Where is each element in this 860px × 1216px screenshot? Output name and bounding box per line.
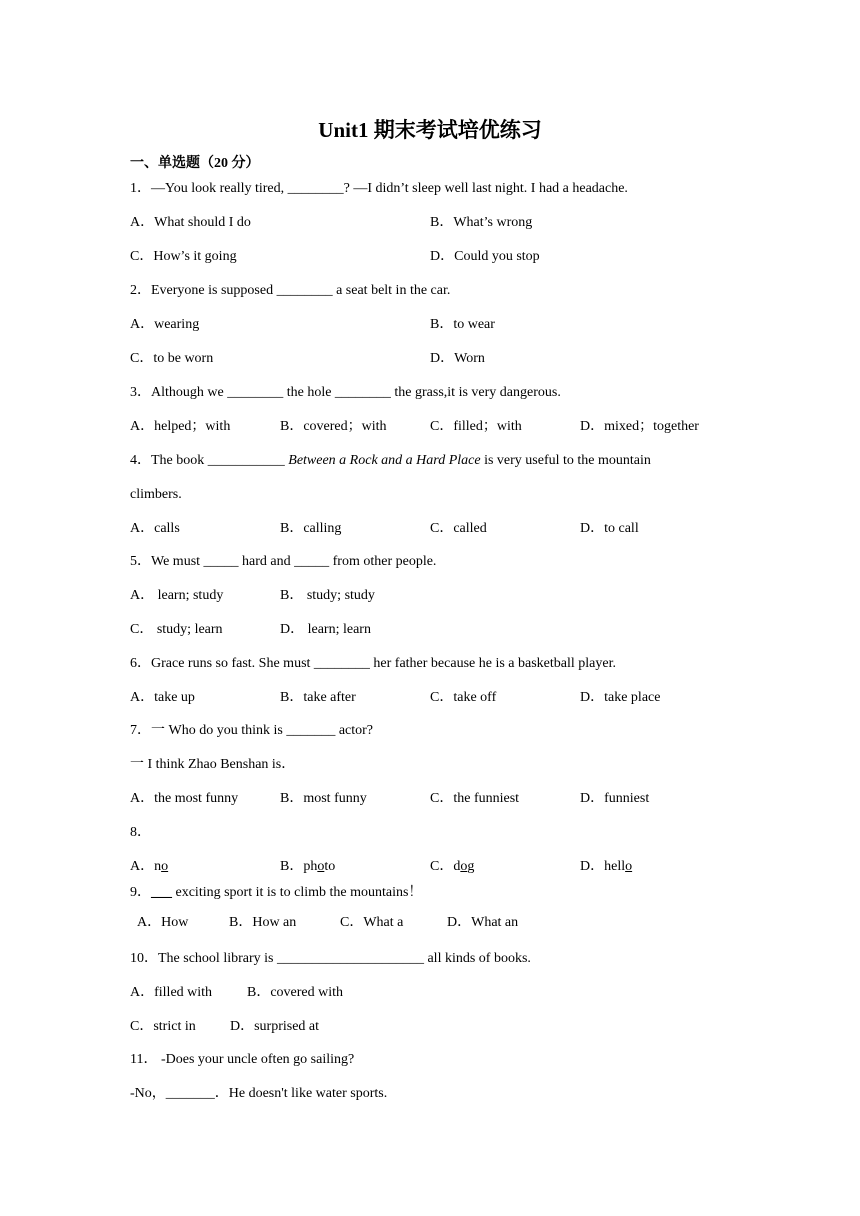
page-title: Unit1 期末考试培优练习 — [318, 118, 542, 142]
option-b: B．covered with — [247, 985, 344, 1000]
option-a — [130, 858, 168, 876]
option-b: B． study; study — [280, 588, 375, 603]
section-heading: 一、单选题（20 分） — [130, 156, 260, 171]
option-c: C．take off — [430, 690, 497, 705]
question-4-stem — [130, 452, 651, 470]
question-4-stem-end: is very useful to the mountain — [480, 453, 651, 468]
question-9-number: 9． — [130, 885, 151, 900]
option-d: D．Worn — [430, 351, 485, 366]
option-a: A．take up — [130, 690, 195, 705]
question-6-stem: 6．Grace runs so fast. She must ________ her father because he is a basketball player. — [130, 656, 616, 671]
question-8-stem: 8． — [130, 825, 151, 840]
option-c — [430, 858, 474, 876]
underlined-letter: o — [317, 859, 325, 874]
question-11-stem-line-2: -No，_______．He doesn't like water sports. — [130, 1086, 388, 1101]
option-d: D．surprised at — [230, 1019, 320, 1034]
option-c: C．How’s it going — [130, 249, 237, 264]
underlined-letter: o — [625, 859, 633, 874]
option-a-text: A．n — [130, 859, 162, 874]
option-b — [280, 858, 335, 876]
question-10-stem: 10．The school library is _____________________ all kinds of books. — [130, 951, 531, 966]
option-c: C．to be worn — [130, 351, 214, 366]
question-5-stem: 5．We must _____ hard and _____ from other people. — [130, 554, 437, 569]
option-b: B．take after — [280, 690, 356, 705]
underlined-letter: o — [161, 859, 169, 874]
option-d: D．funniest — [580, 791, 650, 806]
question-7-stem-line-2: 一 I think Zhao Benshan is． — [130, 757, 296, 772]
option-c: C．filled；with — [430, 419, 522, 434]
option-c: C．What a — [340, 915, 404, 930]
option-a: A． learn; study — [130, 588, 224, 603]
option-c: C．strict in — [130, 1019, 196, 1034]
option-a: A．filled with — [130, 985, 213, 1000]
option-d: D． learn; learn — [280, 622, 371, 637]
option-d: D．mixed；together — [580, 419, 699, 434]
option-c-text-end: g — [467, 859, 475, 874]
option-b: B．to wear — [430, 317, 495, 332]
option-d: D．Could you stop — [430, 249, 540, 264]
question-9-stem — [130, 884, 422, 902]
question-1-stem: 1．—You look really tired, ________? —I didn’t sleep well last night. I had a headache. — [130, 181, 628, 196]
option-b: B．covered；with — [280, 419, 387, 434]
option-c-text: C．d — [430, 859, 461, 874]
question-4-stem-start: 4．The book ___________ — [130, 453, 289, 468]
question-3-stem: 3．Although we ________ the hole ________ the grass,it is very dangerous. — [130, 385, 561, 400]
option-a: A．wearing — [130, 317, 200, 332]
question-9-stem-end: exciting sport it is to climb the mountains！ — [172, 885, 423, 900]
option-c: C． study; learn — [130, 622, 223, 637]
question-7-stem: 7．一 Who do you think is _______ actor? — [130, 723, 374, 738]
option-a: A．the most funny — [130, 791, 239, 806]
question-4-stem-line-2: climbers. — [130, 487, 182, 502]
option-d: D．to call — [580, 521, 639, 536]
option-b: B．calling — [280, 521, 342, 536]
option-d-text: D．hell — [580, 859, 626, 874]
option-b: B．What’s wrong — [430, 215, 533, 230]
answer-blank: ___ — [151, 885, 172, 900]
option-a: A．What should I do — [130, 215, 251, 230]
option-b-text: B．ph — [280, 859, 318, 874]
option-d: D．What an — [447, 915, 519, 930]
question-11-stem: 11． -Does your uncle often go sailing? — [130, 1052, 355, 1067]
option-c: C．called — [430, 521, 487, 536]
option-d: D．take place — [580, 690, 661, 705]
option-d — [580, 858, 632, 876]
book-title: Between a Rock and a Hard Place — [288, 453, 481, 468]
option-b: B．most funny — [280, 791, 367, 806]
option-b-text-end: to — [324, 859, 336, 874]
option-b: B．How an — [229, 915, 297, 930]
option-a: A．calls — [130, 521, 180, 536]
question-2-stem: 2．Everyone is supposed ________ a seat belt in the car. — [130, 283, 451, 298]
option-a: A．How — [137, 915, 189, 930]
option-a: A．helped；with — [130, 419, 231, 434]
option-c: C．the funniest — [430, 791, 520, 806]
underlined-letter: o — [460, 859, 468, 874]
